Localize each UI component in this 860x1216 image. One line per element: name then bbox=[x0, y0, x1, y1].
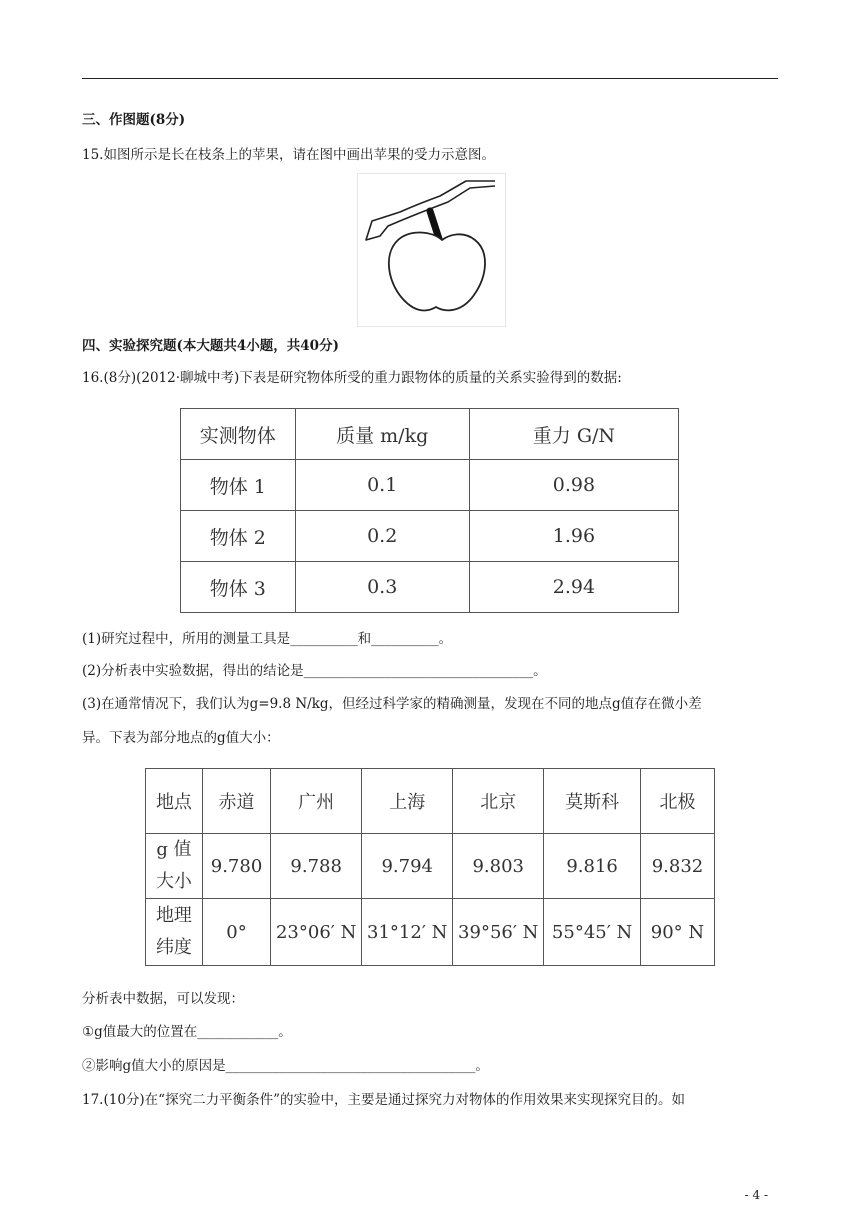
g-value-table bbox=[145, 768, 715, 966]
table-cell: 23°06′ N bbox=[271, 899, 362, 966]
table-cell: 0° bbox=[202, 899, 270, 966]
question-16-2: (2)分析表中实验数据，得出的结论是__________________________________。 bbox=[82, 663, 547, 679]
table-cell: 55°45′ N bbox=[544, 899, 641, 966]
table-cell: 0.3 bbox=[295, 562, 469, 613]
table-cell: 39°56′ N bbox=[453, 899, 544, 966]
row-label-part: 地理 bbox=[155, 905, 192, 926]
table-cell: 物体 3 bbox=[181, 562, 296, 613]
table-cell: 广州 bbox=[271, 769, 362, 834]
answer-blank-1: ①g值最大的位置在____________。 bbox=[82, 1024, 292, 1040]
answer-blank-2: ②影响g值大小的原因是_____________________________________。 bbox=[82, 1058, 489, 1074]
table-cell: 上海 bbox=[362, 769, 453, 834]
table-row bbox=[181, 562, 679, 613]
section-4-heading: 四、实验探究题(本大题共4小题，共40分) bbox=[82, 338, 339, 354]
table-cell: 物体 2 bbox=[181, 511, 296, 562]
table-cell: 赤道 bbox=[202, 769, 270, 834]
table-cell: 北京 bbox=[453, 769, 544, 834]
table-cell: 1.96 bbox=[469, 511, 678, 562]
table-cell: 90° N bbox=[640, 899, 714, 966]
row-label-part: 纬度 bbox=[155, 937, 192, 958]
section-3-heading: 三、作图题(8分) bbox=[82, 112, 186, 128]
question-15: 15.如图所示是长在枝条上的苹果，请在图中画出苹果的受力示意图。 bbox=[82, 147, 495, 163]
apple-illustration bbox=[358, 174, 505, 326]
table-cell: 9.832 bbox=[640, 834, 714, 899]
apple-body bbox=[389, 232, 485, 310]
table-cell: 北极 bbox=[640, 769, 714, 834]
table-cell: 9.780 bbox=[202, 834, 270, 899]
table-cell: 0.1 bbox=[295, 460, 469, 511]
table-header-cell: 实测物体 bbox=[181, 409, 296, 460]
table-cell: 9.794 bbox=[362, 834, 453, 899]
table-cell: 9.803 bbox=[453, 834, 544, 899]
table-cell: 0.98 bbox=[469, 460, 678, 511]
table-row bbox=[146, 899, 715, 966]
question-16-1: (1)研究过程中，所用的测量工具是__________和__________。 bbox=[82, 631, 453, 647]
table-cell: 物体 1 bbox=[181, 460, 296, 511]
analysis-intro: 分析表中数据，可以发现： bbox=[82, 991, 244, 1007]
apple-on-branch-figure bbox=[357, 173, 506, 327]
question-16-3-line1: (3)在通常情况下，我们认为g=9.8 N/kg，但经过科学家的精确测量，发现在不同的地点g值存在微小差 bbox=[82, 696, 702, 712]
table-header-row bbox=[181, 409, 679, 460]
question-17: 17.(10分)在“探究二力平衡条件”的实验中，主要是通过探究力对物体的作用效果来实现探究目的。如 bbox=[82, 1092, 685, 1108]
row-label-latitude bbox=[146, 899, 203, 966]
header-rule bbox=[82, 78, 778, 79]
table-cell: 31°12′ N bbox=[362, 899, 453, 966]
table-row bbox=[181, 460, 679, 511]
row-label-part: 大小 bbox=[155, 871, 192, 892]
table-header-cell: 质量 m/kg bbox=[295, 409, 469, 460]
question-16: 16.(8分)(2012·聊城中考)下表是研究物体所受的重力跟物体的质量的关系实验得到的数据: bbox=[82, 370, 622, 386]
table-cell: 9.816 bbox=[544, 834, 641, 899]
table-cell: 2.94 bbox=[469, 562, 678, 613]
row-label-part: g 值 bbox=[156, 839, 192, 860]
table-row bbox=[181, 511, 679, 562]
gravity-mass-table bbox=[180, 408, 679, 613]
page-number: - 4 - bbox=[744, 1188, 768, 1202]
question-16-3-line2: 异。下表为部分地点的g值大小： bbox=[82, 730, 280, 746]
table-cell: 莫斯科 bbox=[544, 769, 641, 834]
table-cell: 0.2 bbox=[295, 511, 469, 562]
table-cell: 9.788 bbox=[271, 834, 362, 899]
table-row bbox=[146, 769, 715, 834]
table-row bbox=[146, 834, 715, 899]
row-label-place: 地点 bbox=[146, 769, 203, 834]
table-header-cell: 重力 G/N bbox=[469, 409, 678, 460]
row-label-g-value bbox=[146, 834, 203, 899]
